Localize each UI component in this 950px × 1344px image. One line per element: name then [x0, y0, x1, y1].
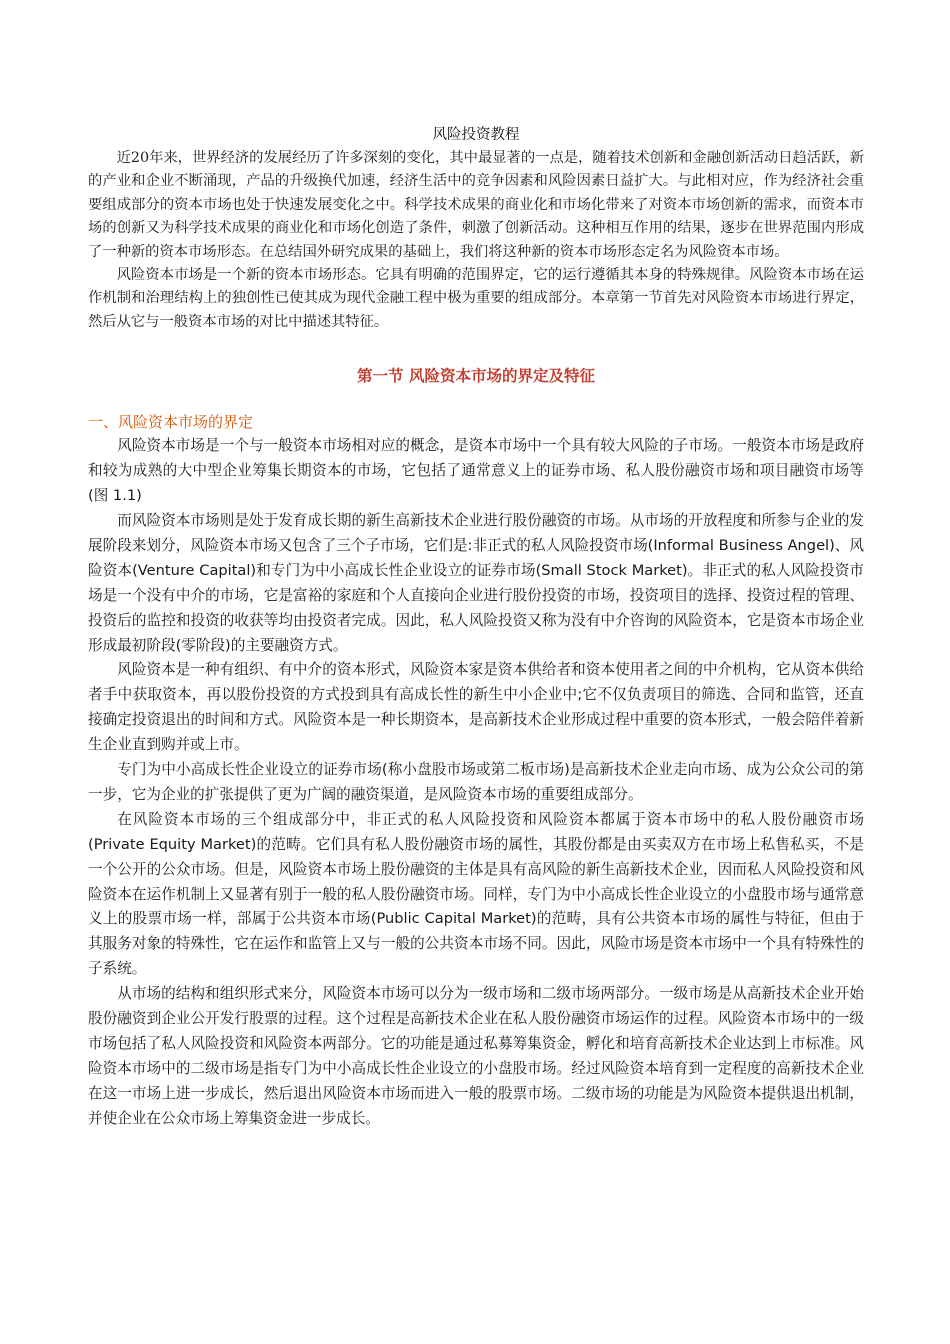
body-paragraph-3: 风险资本是一种有组织、有中介的资本形式，风险资本家是资本供给者和资本使用者之间的中介机构，它从资本供给者手中获取资本，再以股份投资的方式投到具有高成长性的新生中小企业中;它不仅负责项目的筛选、合同和监管，还直接确定投资退出的时间和方式。风险资本是一种长期资本，是高新技术企业形成过程中重要的资本形式，一般会陪伴着新生企业直到购并或上市。	[88, 661, 864, 754]
sub-heading: 一、风险资本市场的界定	[88, 413, 254, 432]
body-paragraph-6: 从市场的结构和组织形式来分，风险资本市场可以分为一级市场和二级市场两部分。一级市场是从高新技术企业开始股份融资到企业公开发行股票的过程。这个过程是高新技术企业在私人股份融资市场运作的过程。风险资本市场中的一级市场包括了私人风险投资和风险资本两部分。它的功能是通过私募筹集资金，孵化和培育高新技术企业达到上市标准。风险资本市场中的二级市场是指专门为中小高成长性企业设立的小盘股市场。经过风险资本培育到一定程度的高新技术企业在这一市场上进一步成长，然后退出风险资本市场而进入一般的股票市场。二级市场的功能是为风险资本提供退出机制，并使企业在公众市场上筹集资金进一步成长。	[88, 985, 864, 1127]
body-paragraph-2: 而风险资本市场则是处于发育成长期的新生高新技术企业进行股份融资的市场。从市场的开放程度和所参与企业的发展阶段来划分，风险资本市场又包含了三个子市场，它们是:非正式的私人风险投资市场(Informal Business Angel)、风险资本(Venture Capital)和专门为中小高成长性企业设立的证券市场(Small Stock Market)。非正式的私人风险投资市场是一个没有中介的市场，它是富裕的家庭和个人直接向企业进行股份投资的市场，投资项目的选择、投资过程的管理、投资后的监控和投资的收获等均由投资者完成。因此，私人风险投资又称为没有中介咨询的风险资本，它是资本市场企业形成最初阶段(零阶段)的主要融资方式。	[88, 511, 864, 654]
document-page	[88, 124, 864, 1132]
intro-paragraph-1: 近20年来，世界经济的发展经历了许多深刻的变化，其中最显著的一点是，随着技术创新和金融创新活动日趋活跃，新的产业和企业不断涌现，产品的升级换代加速，经济生活中的竞争因素和风险因素日益扩大。与此相对应，作为经济社会重要组成部分的资本市场也处于快速发展变化之中。科学技术成果的商业化和市场化带来了对资本市场创新的需求，而资本市场的创新又为科学技术成果的商业化和市场化创造了条件，刺激了创新活动。这种相互作用的结果，逐步在世界范围内形成了一种新的资本市场形态。在总结国外研究成果的基础上，我们将这种新的资本市场形态定名为风险资本市场。	[88, 150, 864, 260]
body-paragraph-5: 在风险资本市场的三个组成部分中，非正式的私人风险投资和风险资本都属于资本市场中的私人股份融资市场(Private Equity Market)的范畴。它们具有私人股份融资市场的属性，其股份都是由买卖双方在市场上私售私买，不是一个公开的公众市场。但是，风险资本市场上股份融资的主体是具有高风险的新生高新技术企业，因而私人风险投资和风险资本在运作机制上又显著有别于一般的私人股份融资市场。同样，专门为中小高成长性企业设立的小盘股市场与通常意义上的股票市场一样，部属于公共资本市场(Public Capital Market)的范畴，具有公共资本市场的属性与特征，但由于其服务对象的特殊性，它在运作和监管上又与一般的公共资本市场不同。因此，风险市场是资本市场中一个具有特殊性的子系统。	[88, 810, 864, 978]
body-paragraph-1: 风险资本市场是一个与一般资本市场相对应的概念，是资本市场中一个具有较大风险的子市场。一般资本市场是政府和较为成熟的大中型企业筹集长期资本的市场，它包括了通常意义上的证券市场、私人股份融资市场和项目融资市场等(图 1.1)	[88, 437, 864, 505]
body-paragraph-4: 专门为中小高成长性企业设立的证券市场(称小盘股市场或第二板市场)是高新技术企业走向市场、成为公众公司的第一步，它为企业的扩张提供了更为广阔的融资渠道，是风险资本市场的重要组成部分。	[88, 761, 864, 803]
document-title: 风险投资教程	[432, 127, 520, 143]
intro-paragraph-2: 风险资本市场是一个新的资本市场形态。它具有明确的范围界定，它的运行遵循其本身的特殊规律。风险资本市场在运作机制和治理结构上的独创性已使其成为现代金融工程中极为重要的组成部分。本章第一节首先对风险资本市场进行界定，然后从它与一般资本市场的对比中描述其特征。	[88, 267, 864, 330]
section-heading: 第一节 风险资本市场的界定及特征	[357, 367, 595, 386]
